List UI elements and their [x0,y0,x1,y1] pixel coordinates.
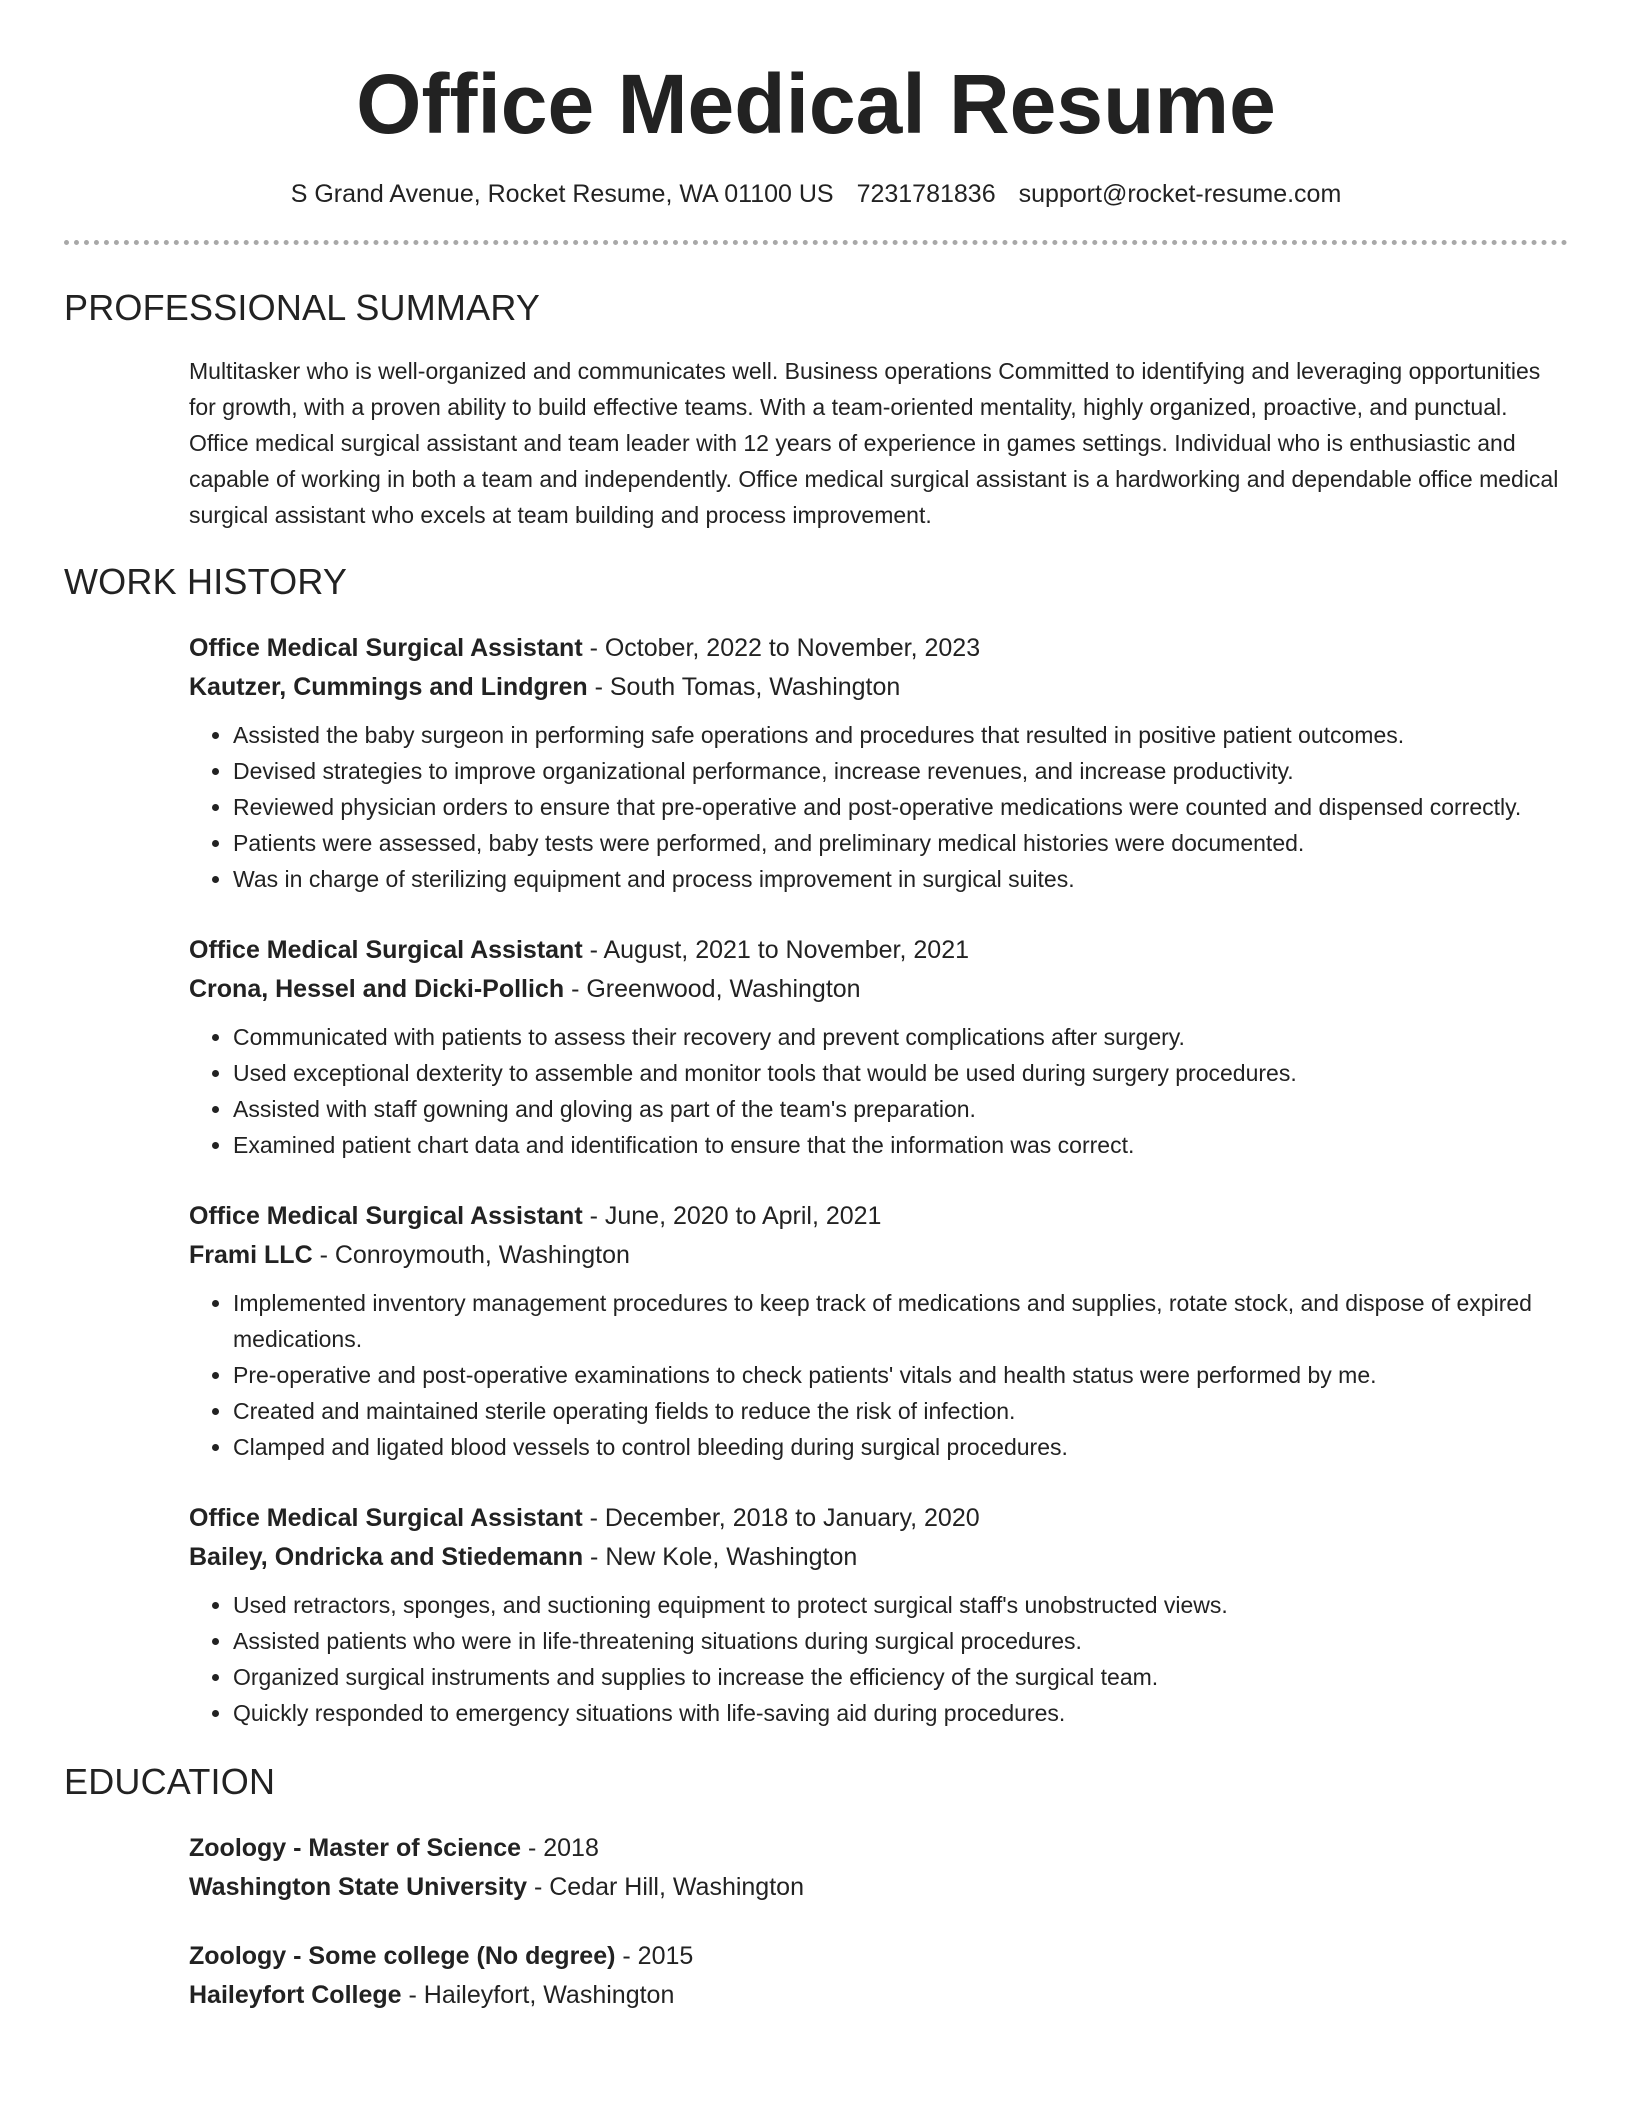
resume-title: Office Medical Resume [356,57,1276,151]
job-bullet: • Quickly responded to emergency situations with life-saving aid during procedures. [233,1695,1568,1731]
job-bullet: • Reviewed physician orders to ensure that pre-operative and post-operative medications were counted and dispensed correctly. [233,789,1568,825]
job-company: Kautzer, Cummings and Lindgren [189,673,588,701]
contact-address: S Grand Avenue, Rocket Resume, WA 01100 US [290,180,834,208]
job-entry [189,1499,1568,1731]
education-year: - 2018 [521,1834,599,1862]
job-bullet: • Assisted patients who were in life-threatening situations during surgical procedures. [233,1623,1568,1659]
education-heading: EDUCATION [64,1761,276,1802]
job-role-line [189,931,1568,970]
job-bullet: • Pre-operative and post-operative examinations to check patients' vitals and health status were performed by me. [233,1357,1568,1393]
education-degree: Zoology - Master of Science [189,1834,522,1862]
education-school: Haileyfort College [189,1981,402,2009]
job-bullet: • Was in charge of sterilizing equipment and process improvement in surgical suites. [233,861,1568,897]
job-bullet: • Assisted with staff gowning and gloving as part of the team's preparation. [233,1091,1568,1127]
job-bullet: • Used exceptional dexterity to assemble and monitor tools that would be used during surgery procedures. [233,1055,1568,1091]
job-role-line [189,1499,1568,1538]
job-company: Crona, Hessel and Dicki-Pollich [189,975,565,1003]
job-entry [189,629,1568,897]
summary-heading: PROFESSIONAL SUMMARY [64,287,541,328]
job-bullet: • Devised strategies to improve organizational performance, increase revenues, and increase productivity. [233,753,1568,789]
work-history-list [189,629,1568,1731]
education-year: - 2015 [615,1942,694,1970]
job-bullet: • Communicated with patients to assess their recovery and prevent complications after surgery. [233,1019,1568,1055]
job-dates: - October, 2022 to November, 2023 [582,634,981,662]
job-bullets [189,1019,1568,1163]
job-location: - Conroymouth, Washington [312,1241,630,1269]
contact-phone: 7231781836 [856,180,996,208]
job-bullet: • Patients were assessed, baby tests were performed, and preliminary medical histories were documented. [233,825,1568,861]
job-role: Office Medical Surgical Assistant [189,1202,583,1230]
education-degree: Zoology - Some college (No degree) [189,1942,616,1970]
job-company-line [189,1538,1568,1577]
job-role-line [189,1197,1568,1236]
job-location: - South Tomas, Washington [587,673,901,701]
job-company-line [189,668,1568,707]
job-bullet: • Examined patient chart data and identification to ensure that the information was correct. [233,1127,1568,1163]
job-entry [189,931,1568,1163]
contact-email: support@rocket-resume.com [1018,180,1342,208]
job-bullet: • Implemented inventory management procedures to keep track of medications and supplies, rotate stock, and dispose of expired medications. [233,1285,1568,1357]
job-bullet: • Organized surgical instruments and supplies to increase the efficiency of the surgical team. [233,1659,1568,1695]
job-entry [189,1197,1568,1465]
job-company-line [189,1236,1568,1275]
education-entry [189,1937,1568,2015]
job-bullet: • Used retractors, sponges, and suctioning equipment to protect surgical staff's unobstructed views. [233,1587,1568,1623]
job-dates: - June, 2020 to April, 2021 [582,1202,882,1230]
education-location: - Haileyfort, Washington [401,1981,675,2009]
job-role: Office Medical Surgical Assistant [189,634,583,662]
education-school: Washington State University [189,1873,528,1901]
job-bullets [189,717,1568,897]
education-degree-line [189,1829,1568,1868]
education-location: - Cedar Hill, Washington [527,1873,804,1901]
job-dates: - December, 2018 to January, 2020 [582,1504,980,1532]
job-bullet: • Assisted the baby surgeon in performing safe operations and procedures that resulted in positive patient outcomes. [233,717,1568,753]
education-school-line [189,1976,1568,2015]
job-bullet: • Created and maintained sterile operating fields to reduce the risk of infection. [233,1393,1568,1429]
job-bullets [189,1285,1568,1465]
education-degree-line [189,1937,1568,1976]
job-dates: - August, 2021 to November, 2021 [582,936,970,964]
header-divider [64,240,1568,245]
summary-text: Multitasker who is well-organized and communicates well. Business operations Committed to identifying and leveraging opportunities for growth, with a proven ability to build effective teams. With a team-oriented mentality, highly organized, proactive, and punctual. Office medical surgical assistant and team leader with 12 years of experience in games settings. Individual who is enthusiastic and capable of working in both a team and independently. Office medical surgical assistant is a hardworking and dependable office medical surgical assistant who excels at team building and process improvement. [189,358,1559,528]
job-company: Bailey, Ondricka and Stiedemann [189,1543,584,1571]
job-location: - Greenwood, Washington [564,975,861,1003]
job-company: Frami LLC [189,1241,313,1269]
job-bullet: • Clamped and ligated blood vessels to control bleeding during surgical procedures. [233,1429,1568,1465]
contact-line [64,180,1568,209]
job-role: Office Medical Surgical Assistant [189,936,583,964]
education-list [189,1829,1568,2015]
job-location: - New Kole, Washington [583,1543,858,1571]
education-school-line [189,1868,1568,1907]
work-history-heading: WORK HISTORY [64,561,348,602]
job-bullets [189,1587,1568,1731]
education-entry [189,1829,1568,1907]
job-role-line [189,629,1568,668]
job-company-line [189,970,1568,1009]
job-role: Office Medical Surgical Assistant [189,1504,583,1532]
